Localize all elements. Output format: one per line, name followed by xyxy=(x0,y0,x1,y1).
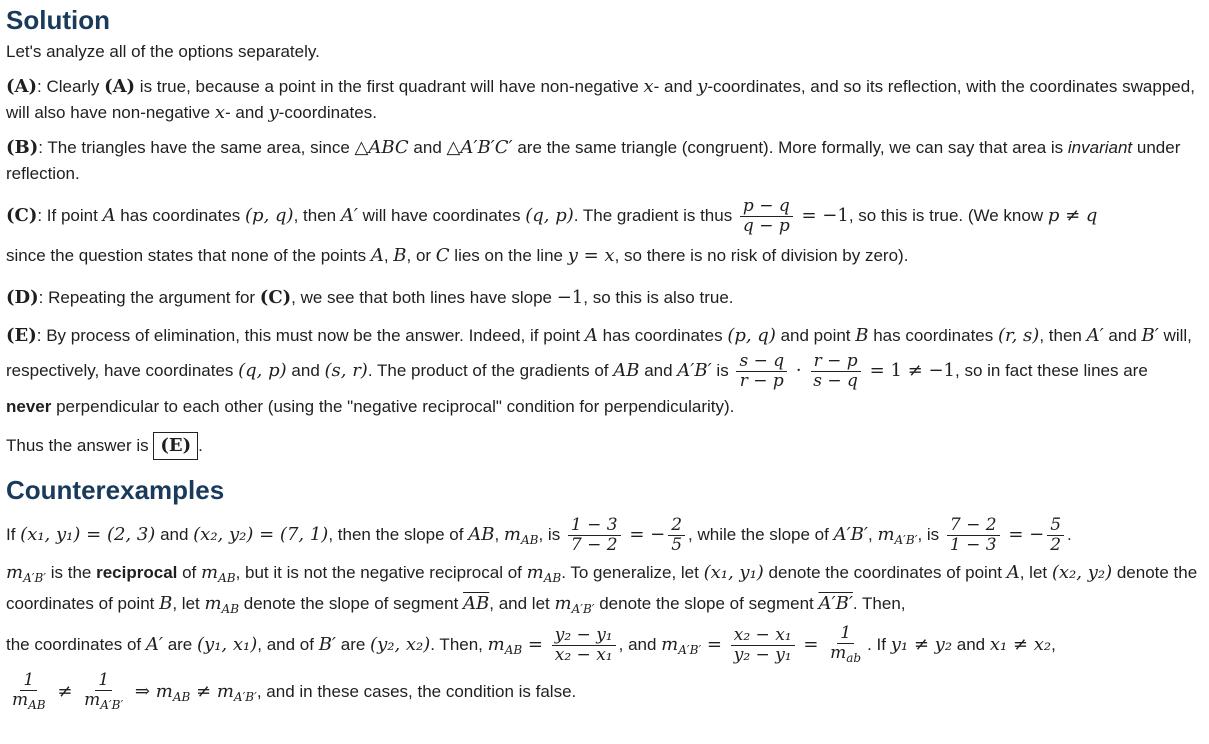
general-slope-ab: $\frac{\text{y₂ − y₁}}{\text{x₂ − x₁}}$ xyxy=(552,626,616,665)
counterexamples-body xyxy=(6,515,1203,720)
gradient-fraction-2: $\frac{r - p}{s - q}$ xyxy=(810,352,861,391)
counter-line-3: the coordinates of A′ are (y₁, x₁), and of B′ are (y₂, x₂). Then, $m_{AB}$ = $\frac{\text{y₂ − y₁}}{\text{x₂ − x₁}}$ , and $m_{A'B'}$ = $\frac{\text{x₂ − x₁}}{\text{y₂ − y₁}}$ = $\frac{1}{m_{ab}}$ . If y₁ ≠ y₂ and x₁ ≠ x₂, xyxy=(6,622,1203,673)
general-slope-apbp: $\frac{\text{x₂ − x₁}}{\text{y₂ − y₁}}$ xyxy=(731,626,795,665)
option-d-paragraph: (D): Repeating the argument for (C), we see that both lines have slope −1, so this is also true. xyxy=(6,287,734,309)
slope-fraction-ab: $\frac{1 - 3}{7 - 2}$ xyxy=(568,516,621,555)
slope-value-apbp: $\frac{5}{2}$ xyxy=(1047,516,1064,555)
gradient-fraction-1: $\frac{s - q}{r - p}$ xyxy=(736,352,787,391)
counter-line-2: $m_{A'B'}$ is the reciprocal of $m_{AB}$, but it is not the negative reciprocal of $m_{AB}$. To generalize, let (x₁, y₁) denote the coordinates of point A, let (x₂, y₂) denote the coordinates of point B, let $m_{AB}$ denote the slope of segment $\overline{AB}$, and let $m_{A'B'}$ denote the slope of segment A′B′. Then, xyxy=(6,562,1198,617)
reciprocal-apbp: $\frac{1}{m_{A'B'}}$ xyxy=(84,669,124,712)
general-reciprocal: $\frac{1}{m_{ab}}$ xyxy=(830,622,862,665)
gradient-fraction: $\frac{p - q}{q - p}$ xyxy=(740,197,793,236)
solution-heading: Solution xyxy=(6,5,110,35)
counter-line-4: $\frac{1}{m_{AB}}$ ≠ $\frac{1}{m_{A'B'}}$ ⇒ $m_{AB} \ne m_{A'B'}$, and in these cases, the condition is false. xyxy=(6,669,1203,720)
answer-line: Thus the answer is (E) . xyxy=(6,432,1203,460)
reciprocal-ab: $\frac{1}{m_{AB}}$ xyxy=(12,669,46,712)
slope-fraction-apbp: $\frac{7 - 2}{1 - 3}$ xyxy=(947,516,1000,555)
counterexamples-heading: Counterexamples xyxy=(6,475,225,506)
option-c-paragraph: (C): If point A has coordinates (p, q), then A′ will have coordinates (q, p). The gradient is thus $\frac{p - q}{q - p}$ = −1, so this is true. (We know p ≠ q since the question states that none of the points A, B, or C lies on the line y = x, so there is no risk of division by zero). xyxy=(6,196,1098,267)
counter-line-1: If (x₁, y₁) = (2, 3) and (x₂, y₂) = (7, 1), then the slope of AB, $m_{AB}$, is $\frac{1 - 3}{7 - 2}$ = − $\frac{2}{5}$ , while the slope of A′B′, $m_{A'B'}$, is $\frac{7 - 2}{1 - 3}$ = − $\frac{5}{2}$ . xyxy=(6,515,1072,556)
option-a-paragraph: (A): Clearly (A) is true, because a point in the first quadrant will have non-negative x- and y-coordinates, and so its reflection, with the coordinates swapped, will also have non-negative x- and y-coordinates. xyxy=(6,76,1195,123)
option-e-paragraph: (E): By process of elimination, this must now be the answer. Indeed, if point A has coordinates (p, q) and point B has coordinates (r, s), then A′ and B′ will, respectively, have coordinates (q, p) and (s, r). The product of the gradients of AB and A′B′ is $\frac{s - q}{r - p}$ · $\frac{r - p}{s - q}$ = 1 ≠ −1, so in fact these lines are never perpendicular to each other (using the "negative reciprocal" condition for perpendicularity). xyxy=(6,325,1192,417)
option-b-paragraph: (B): The triangles have the same area, since △ABC and △A′B′C′ are the same triangle (congruent). More formally, we can say that area is invariant under reflection. xyxy=(6,137,1181,183)
slope-value-ab: $\frac{2}{5}$ xyxy=(668,516,685,555)
intro-text: Let's analyze all of the options separately. xyxy=(6,42,320,61)
boxed-answer: (E) xyxy=(153,432,198,460)
